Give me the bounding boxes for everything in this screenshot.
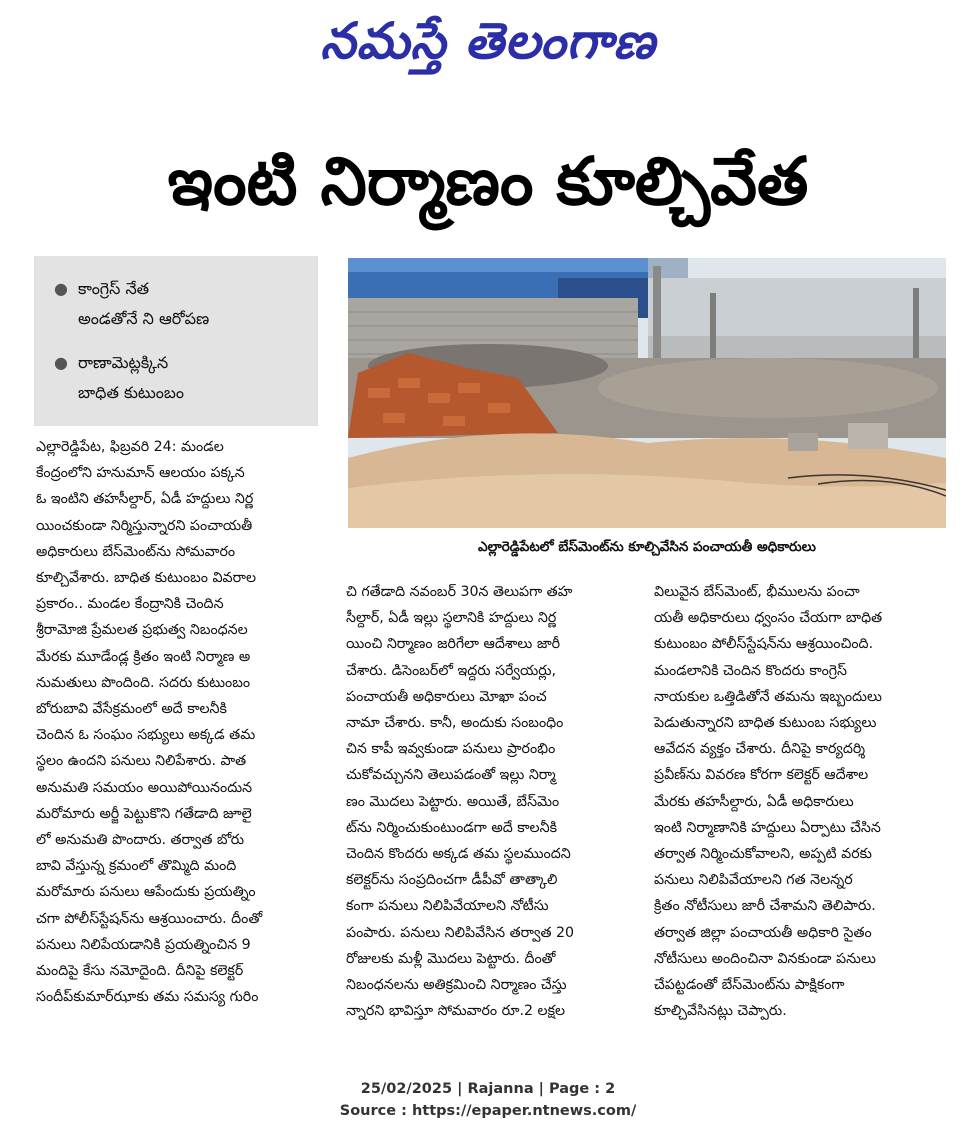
highlight-text: రాణామెట్లక్కిన బాధిత కుటుంబం [78,353,184,402]
news-photo [348,258,946,528]
highlight-text: కాంగ్రెస్ నేత అండతోనే ని ఆరోపణ [78,279,210,328]
article-column-3: విలువైన బేస్‌మెంట్, భీములను పంచా యతీ అధికారులు ధ్వంసం చేయగా బాధిత కుటుంబం పోలీస్‌స్టేషన్‌ను ఆశ్రయించింది. మండలానికి చెందిన కొందరు కాంగ్రెస్ నాయకుల ఒత్తిడితోనే తమను ఇబ్బందులు పెడుతున్నారని బాధిత కుటుంబ సభ్యులు ఆవేదన వ్యక్తం చేశారు. దీనిపై కార్యదర్శి ప్రవీణ్‌ను వివరణ కోరగా కలెక్టర్ ఆదేశాల మేరకు తహసీల్దారు, ఏడీ అధికారులు ఇంటి నిర్మాణానికి హద్దులు ఏర్పాటు చేసిన తర్వాత నిర్మించుకోవాలని, అప్పటి వరకు పనులు నిలిపివేయాలని గత నెలన్నర క్రితం నోటీసులు జారీ చేశామని తెలిపారు. తర్వాత జిల్లా పంచాయతీ అధికారి సైతం నోటీసులు అందించినా వినకుండా పనులు చేపట్టడంతో బేస్‌మెంట్‌ను పాక్షికంగా కూల్చివేసినట్లు చెప్పారు. [654,584,883,1020]
article-column-2: చి గతేడాది నవంబర్ 30న తెలుపగా తహ సీల్దార్, ఏడీ ఇల్లు స్థలానికి హద్దులు నిర్ణ యించి నిర్మాణం జరిగేలా ఆదేశాలు జారీ చేశారు. డిసెంబర్‌లో ఇద్దరు సర్వేయర్లు, పంచాయతీ అధికారులు మోఖా పంచ నామా చేశారు. కానీ, అందుకు సంబంధిం చిన కాపీ ఇవ్వకుండా పనులు ప్రారంభిం చుకోవచ్చునని తెలుపడంతో ఇల్లు నిర్మా ణం మొదలు పెట్టారు. అయితే, బేస్‌మెం ట్‌ను నిర్మించుకుంటుండగా అదే కాలనీకి చెందిన కొందరు అక్కడ తమ స్థలముందని కలెక్టర్‌ను సంప్రదించగా డీపీవో తాత్కాలి కంగా పనులు నిలిపివేయాలని నోటీసు పంపారు. పనులు నిలిపివేసిన తర్వాత 20 రోజులకు మళ్లీ మొదలు పెట్టారు. దీంతో నిబంధనలను అతిక్రమించి నిర్మాణం చేస్తు న్నారని భావిస్తూ సోమవారం రూ.2 లక్షల [346,584,575,1020]
headline: ఇంటి నిర్మాణం కూల్చివేత [167,143,809,220]
highlights-box [34,256,318,426]
masthead-logo: నమస్తే తెలంగాణ [320,12,656,70]
footer-source-line: Source : https://epaper.ntnews.com/ [339,1103,637,1119]
construction-site-image [348,258,946,528]
footer-date-line: 25/02/2025 | Rajanna | Page : 2 [360,1081,616,1097]
footer [0,1078,976,1122]
photo-caption: ఎల్లారెడ్డిపేటలో బేస్‌మెంట్‌ను కూల్చివేసిన పంచాయతీ అధికారులు [478,539,816,555]
highlight-item [54,348,304,408]
highlight-item [54,274,304,334]
article-column-1: ఎల్లారెడ్డిపేట, ఫిబ్రవరి 24: మండల కేంద్రంలోని హనుమాన్ ఆలయం పక్కన ఓ ఇంటిని తహసీల్దార్, ఏడీ హద్దులు నిర్ణ యించకుండా నిర్మిస్తున్నారని పంచాయతీ అధికారులు బేస్‌మెంట్‌ను సోమవారం కూల్చివేశారు. బాధిత కుటుంబం వివరాల ప్రకారం.. మండల కేంద్రానికి చెందిన శ్రీరామోజి ప్రేమలత ప్రభుత్వ నిబంధనల మేరకు మూడేండ్ల క్రితం ఇంటి నిర్మాణ అ నుమతులు పొందింది. సదరు కుటుంబం బోరుబావి వేసేక్రమంలో అదే కాలనీకి చెందిన ఓ సంఘం సభ్యులు అక్కడ తమ స్థలం ఉందని పనులు నిలిపేశారు. పాత అనుమతి సమయం అయిపోయినందున మరోమారు అర్జీ పెట్టుకొని గతేడాది జూలై లో అనుమతి పొందారు. తర్వాత బోరు బావి వేస్తున్న క్రమంలో తొమ్మిది మంది మరోమారు పనులు ఆపేందుకు ప్రయత్నిం చగా పోలీస్‌స్టేషన్‌ను ఆశ్రయించారు. దీంతో పనులు నిలిపేయడానికి ప్రయత్నించిన 9 మందిపై కేసు నమోదైంది. దీనిపై కలెక్టర్ సందీప్‌కుమార్‌ఝాకు తమ సమస్య గురిం [36,439,263,1006]
bullet-icon: ● [54,279,68,298]
bullet-icon: ● [54,353,68,372]
